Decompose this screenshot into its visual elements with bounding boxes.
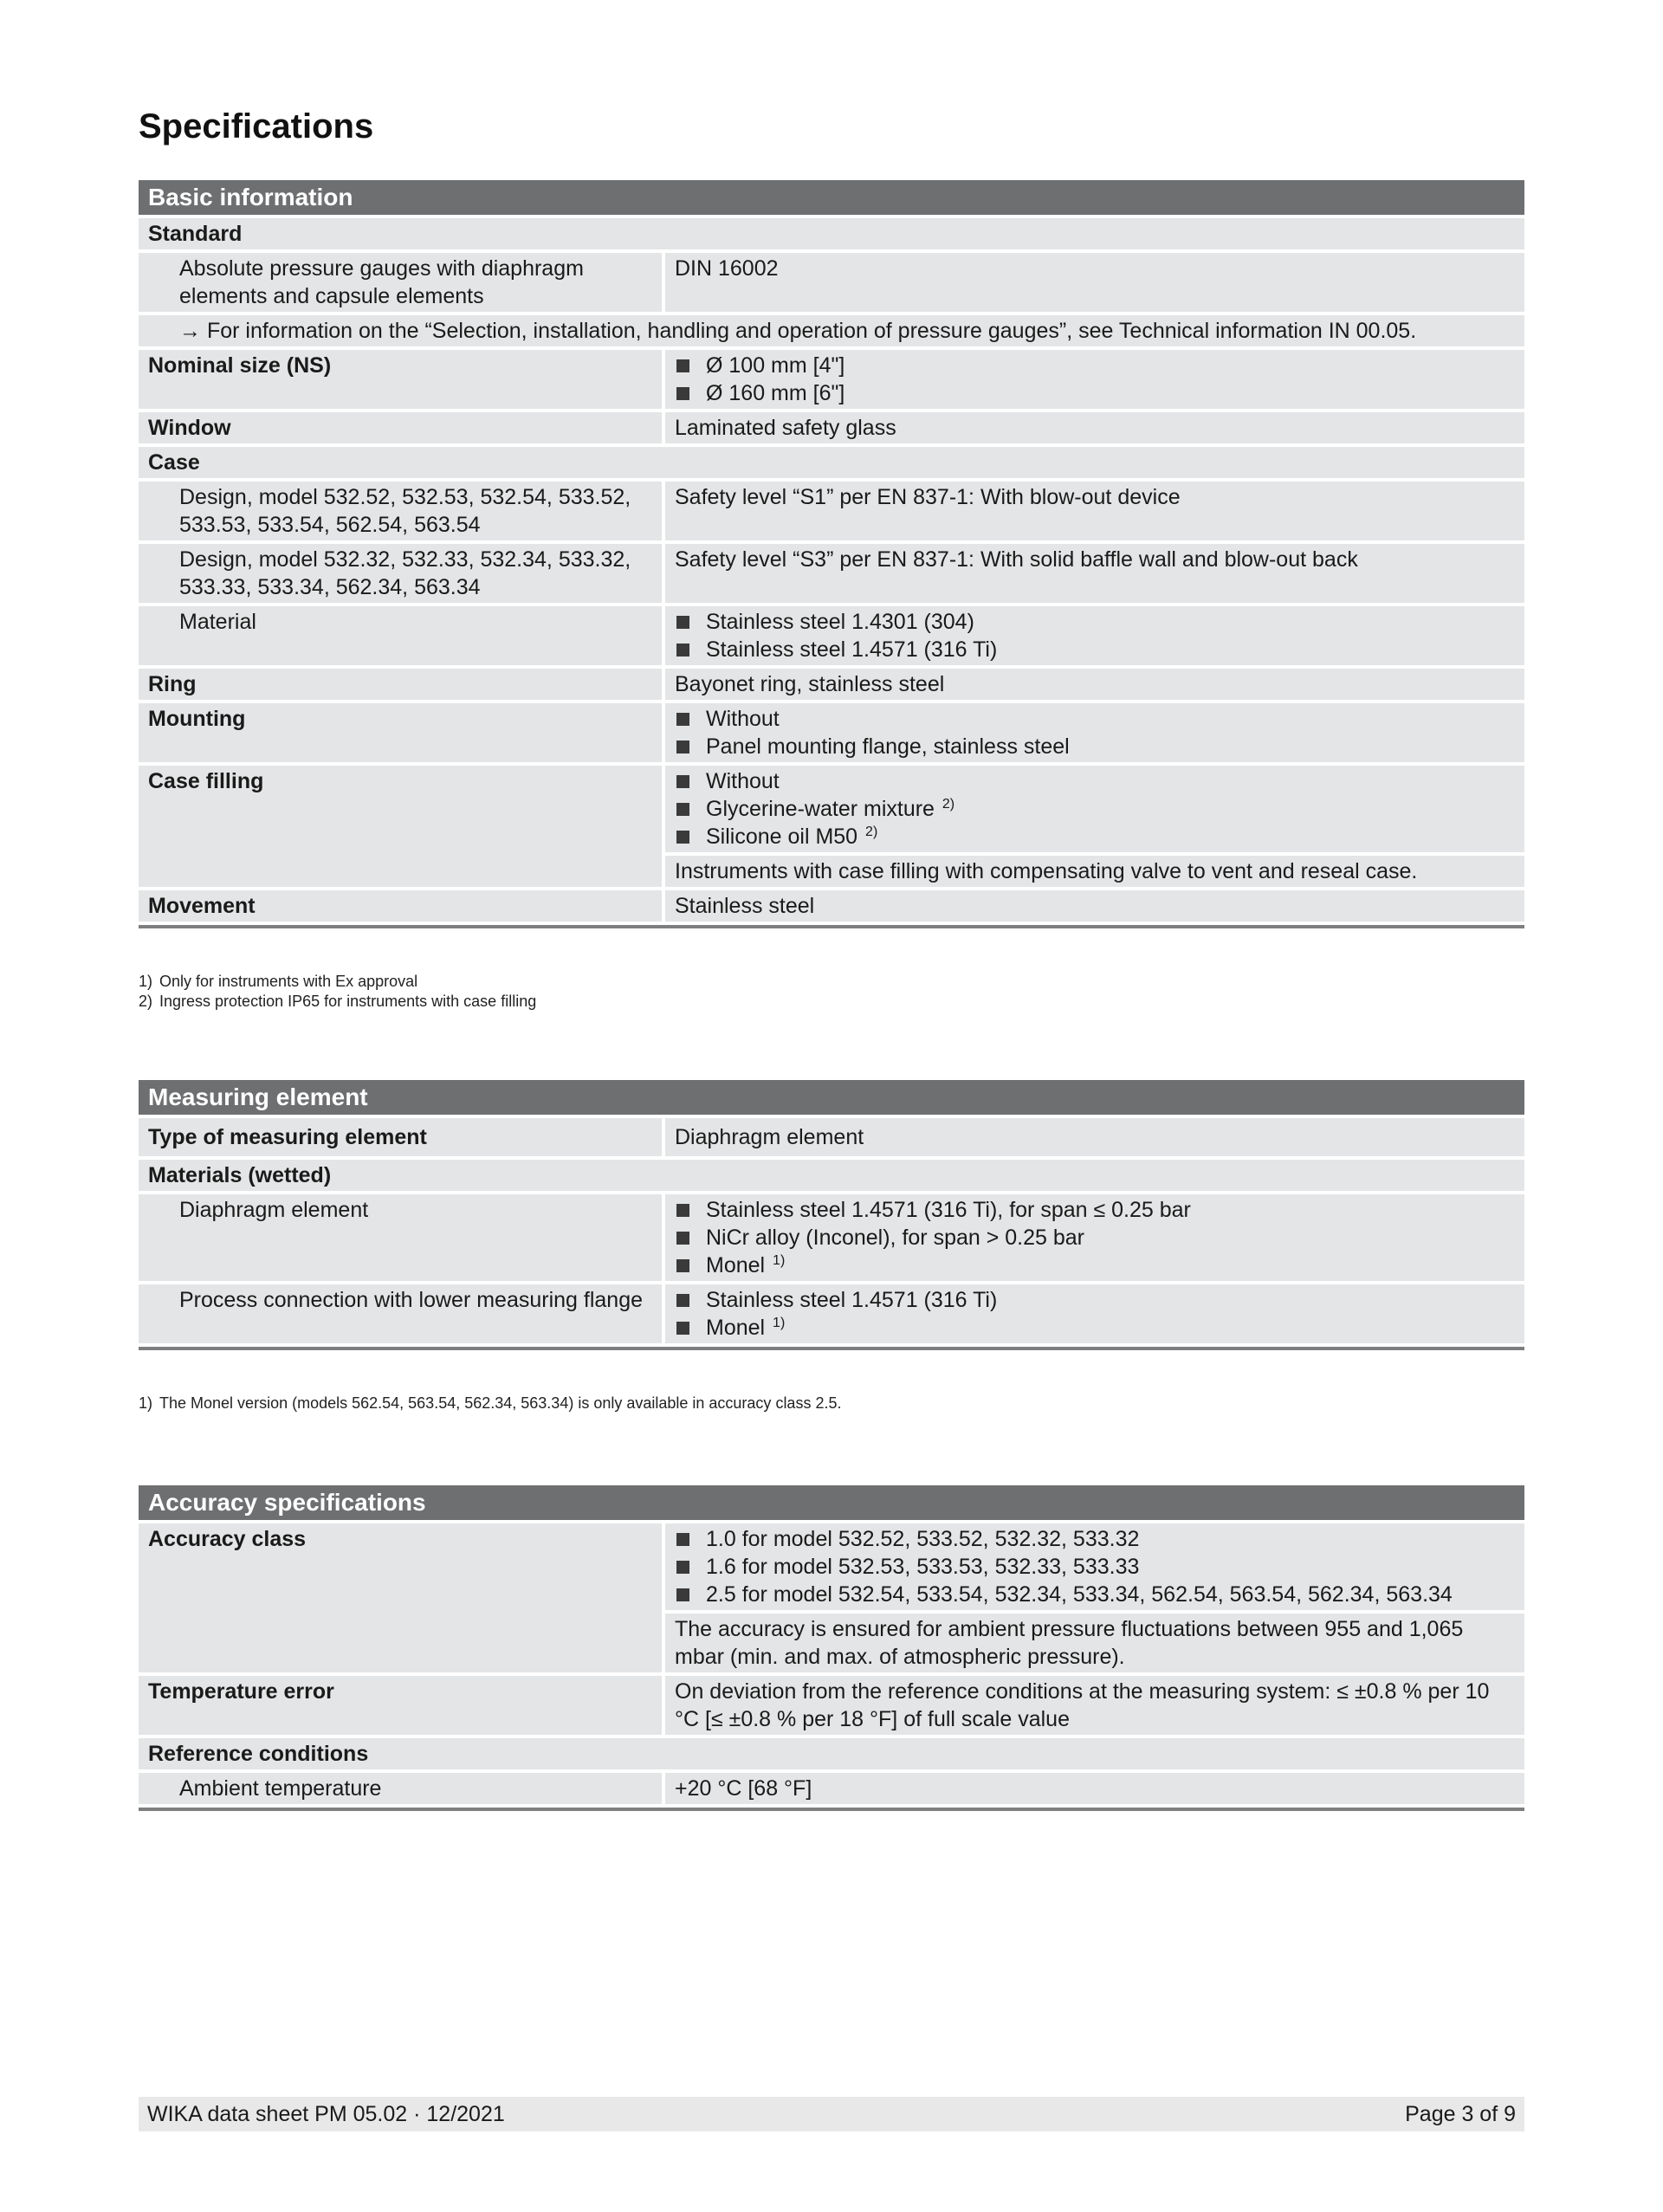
label-process-connection: Process connection with lower measuring flange bbox=[139, 1284, 665, 1343]
label-case-filling: Case filling bbox=[139, 766, 665, 887]
value-accuracy-class bbox=[665, 1523, 1524, 1610]
list-item: 1.0 for model 532.52, 533.52, 532.32, 533.32 bbox=[675, 1525, 1515, 1553]
footer-document-id: WIKA data sheet PM 05.02 · 12/2021 bbox=[147, 2102, 505, 2126]
list-item: Silicone oil M50 $^{2)}$ bbox=[675, 823, 1515, 851]
footnote: 2) Ingress protection IP65 for instruments with case filling bbox=[139, 993, 537, 1010]
list-item: Stainless steel 1.4571 (316 Ti) bbox=[675, 1286, 1515, 1314]
label-case-design-2: Design, model 532.32, 532.33, 532.34, 533.32, 533.33, 533.34, 562.34, 563.34 bbox=[139, 544, 665, 603]
accuracy-specifications-table bbox=[139, 1520, 1524, 1811]
value-standard: DIN 16002 bbox=[665, 253, 1524, 312]
label-ambient-temperature: Ambient temperature bbox=[139, 1773, 665, 1804]
measuring-footnotes bbox=[139, 1394, 841, 1413]
note-case-filling: Instruments with case filling with compensating valve to vent and reseal case. bbox=[665, 856, 1524, 887]
row-temperature-error bbox=[139, 1676, 1524, 1735]
value-type-measuring-element: Diaphragm element bbox=[665, 1118, 1524, 1156]
row-standard-gauges bbox=[139, 253, 1524, 312]
basic-information-table bbox=[139, 215, 1524, 928]
value-window: Laminated safety glass bbox=[665, 412, 1524, 443]
row-window bbox=[139, 412, 1524, 443]
list-item: Ø 160 mm [6"] bbox=[675, 379, 1515, 407]
list-item: Ø 100 mm [4"] bbox=[675, 352, 1515, 379]
label-diaphragm-element: Diaphragm element bbox=[139, 1194, 665, 1281]
footer-page-number: Page 3 of 9 bbox=[1405, 2102, 1516, 2126]
label-case-material: Material bbox=[139, 606, 665, 665]
value-process-connection bbox=[665, 1284, 1524, 1343]
footnote: 1) The Monel version (models 562.54, 563.54, 562.34, 563.34) is only available in accuracy class 2.5. bbox=[139, 1394, 842, 1412]
value-mounting bbox=[665, 703, 1524, 762]
section-header-basic-information: Basic information bbox=[139, 180, 1524, 215]
label-nominal-size: Nominal size (NS) bbox=[139, 350, 665, 409]
list-item: Stainless steel 1.4301 (304) bbox=[675, 608, 1515, 636]
row-case-filling bbox=[139, 766, 1524, 852]
row-nominal-size bbox=[139, 350, 1524, 409]
value-ambient-temperature: +20 °C [68 °F] bbox=[665, 1773, 1524, 1804]
row-ambient-temperature bbox=[139, 1773, 1524, 1804]
label-temperature-error: Temperature error bbox=[139, 1676, 665, 1735]
list-item: Stainless steel 1.4571 (316 Ti), for span ≤ 0.25 bar bbox=[675, 1196, 1515, 1224]
label-accuracy-class: Accuracy class bbox=[139, 1523, 665, 1672]
value-movement: Stainless steel bbox=[665, 890, 1524, 922]
value-case-design-2: Safety level “S3” per EN 837-1: With solid baffle wall and blow-out back bbox=[665, 544, 1524, 603]
label-standard: Standard bbox=[139, 218, 1524, 249]
value-ring: Bayonet ring, stainless steel bbox=[665, 669, 1524, 700]
section-header-measuring-element: Measuring element bbox=[139, 1080, 1524, 1115]
label-type-measuring-element: Type of measuring element bbox=[139, 1118, 665, 1156]
row-accuracy-class bbox=[139, 1523, 1524, 1610]
value-temperature-error: On deviation from the reference conditions at the measuring system: ≤ ±0.8 % per 10 °C [≤ ±0.8 % per 18 °F] of full scale value bbox=[665, 1676, 1524, 1735]
row-case-design-1 bbox=[139, 482, 1524, 540]
note-standard: → For information on the “Selection, installation, handling and operation of pressure gauges”, see Technical information IN 00.05. bbox=[139, 315, 1524, 346]
label-ring: Ring bbox=[139, 669, 665, 700]
list-item: Monel $^{1)}$ bbox=[675, 1314, 1515, 1342]
value-case-filling bbox=[665, 766, 1524, 852]
label-window: Window bbox=[139, 412, 665, 443]
list-item: Panel mounting flange, stainless steel bbox=[675, 733, 1515, 760]
row-ring bbox=[139, 669, 1524, 700]
row-case-material bbox=[139, 606, 1524, 665]
footnote-ref: 2) bbox=[942, 797, 955, 812]
footnote-ref: 1) bbox=[773, 1316, 786, 1330]
row-mounting bbox=[139, 703, 1524, 762]
basic-information-section bbox=[139, 180, 1524, 928]
basic-footnotes bbox=[139, 972, 536, 1012]
label-case: Case bbox=[139, 447, 1524, 478]
measuring-element-table bbox=[139, 1115, 1524, 1350]
list-item: Stainless steel 1.4571 (316 Ti) bbox=[675, 636, 1515, 663]
label-standard-gauges: Absolute pressure gauges with diaphragm elements and capsule elements bbox=[139, 253, 665, 312]
row-reference-conditions bbox=[139, 1738, 1524, 1769]
label-reference-conditions: Reference conditions bbox=[139, 1738, 1524, 1769]
page-footer bbox=[139, 2097, 1524, 2131]
row-standard-note bbox=[139, 315, 1524, 346]
row-type-measuring-element bbox=[139, 1118, 1524, 1156]
row-materials-wetted bbox=[139, 1160, 1524, 1191]
list-item: 1.6 for model 532.53, 533.53, 532.33, 533.33 bbox=[675, 1553, 1515, 1581]
measuring-element-section bbox=[139, 1080, 1524, 1350]
list-item: Monel $^{1)}$ bbox=[675, 1252, 1515, 1279]
footnote-ref: 1) bbox=[773, 1253, 786, 1268]
value-diaphragm-element bbox=[665, 1194, 1524, 1281]
value-case-design-1: Safety level “S1” per EN 837-1: With blow-out device bbox=[665, 482, 1524, 540]
list-item: Without bbox=[675, 705, 1515, 733]
row-case-design-2 bbox=[139, 544, 1524, 603]
footnote: 1) Only for instruments with Ex approval bbox=[139, 973, 418, 990]
list-item: NiCr alloy (Inconel), for span > 0.25 bar bbox=[675, 1224, 1515, 1252]
row-case bbox=[139, 447, 1524, 478]
value-case-material bbox=[665, 606, 1524, 665]
note-accuracy: The accuracy is ensured for ambient pressure fluctuations between 955 and 1,065 mbar (min. and max. of atmospheric pressure). bbox=[665, 1614, 1524, 1672]
page-title: Specifications bbox=[139, 107, 374, 146]
row-diaphragm-element bbox=[139, 1194, 1524, 1281]
label-materials-wetted: Materials (wetted) bbox=[139, 1160, 1524, 1191]
label-movement: Movement bbox=[139, 890, 665, 922]
row-standard bbox=[139, 218, 1524, 249]
list-item: Glycerine-water mixture $^{2)}$ bbox=[675, 795, 1515, 823]
row-movement bbox=[139, 890, 1524, 922]
footnote-ref: 2) bbox=[865, 825, 878, 839]
section-header-accuracy-specifications: Accuracy specifications bbox=[139, 1485, 1524, 1520]
list-item: 2.5 for model 532.54, 533.54, 532.34, 533.34, 562.54, 563.54, 562.34, 563.34 bbox=[675, 1581, 1515, 1608]
label-mounting: Mounting bbox=[139, 703, 665, 762]
accuracy-specifications-section bbox=[139, 1485, 1524, 1811]
value-nominal-size bbox=[665, 350, 1524, 409]
list-item: Without bbox=[675, 767, 1515, 795]
row-process-connection bbox=[139, 1284, 1524, 1343]
label-case-design-1: Design, model 532.52, 532.53, 532.54, 533.52, 533.53, 533.54, 562.54, 563.54 bbox=[139, 482, 665, 540]
